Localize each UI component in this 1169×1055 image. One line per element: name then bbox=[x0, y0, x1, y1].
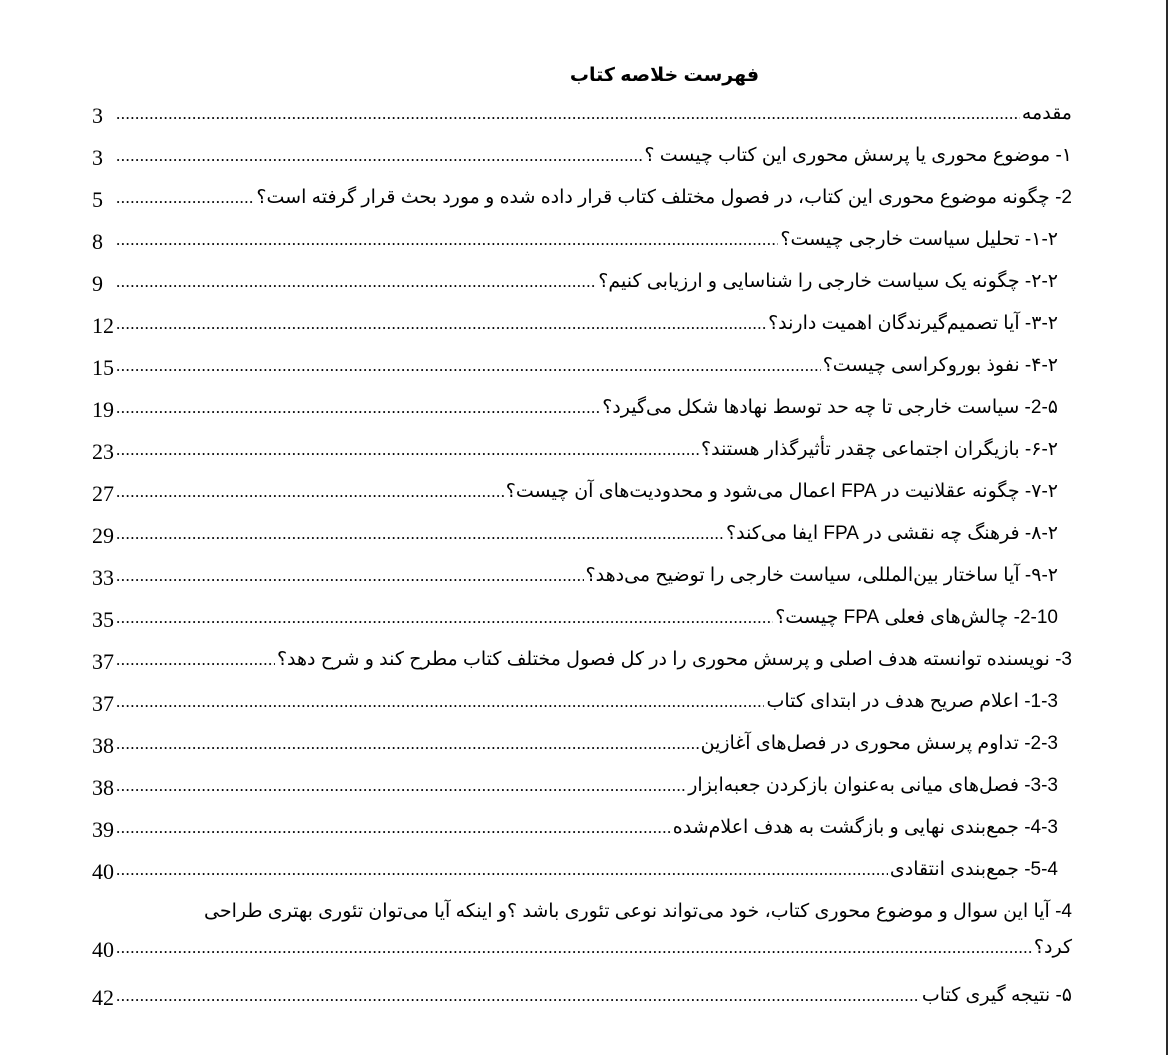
toc-page-number: 42 bbox=[92, 985, 114, 1010]
toc-entry-text: 1-3- اعلام صریح هدف در ابتدای کتاب bbox=[766, 691, 1058, 712]
toc-entry-text: ۱-۲- تحلیل سیاست خارجی چیست؟ bbox=[780, 229, 1058, 250]
toc-entry-4[interactable] bbox=[92, 888, 1072, 972]
toc-entry-3[interactable] bbox=[92, 636, 1072, 678]
toc-entry-text: ۲-۲- چگونه یک سیاست خارجی را شناسایی و ارزیابی کنیم؟ bbox=[598, 271, 1058, 292]
toc-page-number: 3 bbox=[92, 103, 103, 128]
toc-entry-text: ۵- نتیجه گیری کتاب bbox=[921, 985, 1072, 1006]
toc-page-number: 33 bbox=[92, 565, 114, 590]
toc-page-number: 37 bbox=[92, 649, 114, 674]
toc-entry-5[interactable] bbox=[92, 972, 1072, 1014]
dot-leader bbox=[116, 984, 920, 1014]
toc-page-number: 37 bbox=[92, 691, 114, 716]
toc-entry-text: 3- نویسنده توانسته هدف اصلی و پرسش محوری را در کل فصول مختلف کتاب مطرح کند و شرح دهد؟ bbox=[276, 649, 1072, 670]
toc-entry-text: ۶-۲- بازیگران اجتماعی چقدر تأثیرگذار هستند؟ bbox=[701, 439, 1058, 460]
dot-leader bbox=[116, 396, 600, 426]
toc-page-number: 12 bbox=[92, 313, 114, 338]
toc-title: فهرست خلاصه کتاب bbox=[569, 65, 760, 86]
toc-entry-text: ۱- موضوع محوری یا پرسش محوری این کتاب چیست ؟ bbox=[644, 145, 1072, 166]
toc-page-number: 27 bbox=[92, 481, 114, 506]
dot-leader bbox=[116, 690, 764, 720]
dot-leader bbox=[116, 732, 699, 762]
dot-leader bbox=[116, 186, 254, 216]
toc-page-number: 5 bbox=[92, 187, 103, 212]
toc-entry-2-9[interactable] bbox=[92, 552, 1072, 594]
toc-entry-text: 5-4- جمع‌بندی انتقادی bbox=[889, 859, 1058, 880]
toc-entry-text-line-1: 4- آیا این سوال و موضوع محوری کتاب، خود می‌تواند نوعی تئوری باشد ؟و اینکه آیا می‌توان تئوری بهتری طراحی bbox=[204, 901, 1072, 922]
toc-page-number: 23 bbox=[92, 439, 114, 464]
toc-page-number: 8 bbox=[92, 229, 103, 254]
dot-leader bbox=[116, 354, 821, 384]
dot-leader bbox=[116, 480, 504, 510]
toc-entry-2-7[interactable] bbox=[92, 468, 1072, 510]
toc-entry-text: 2-۵- سیاست خارجی تا چه حد توسط نهادها شکل می‌گیرد؟ bbox=[602, 397, 1058, 418]
toc-page-number: 3 bbox=[92, 145, 103, 170]
toc-entry-text: 4-3- جمع‌بندی نهایی و بازگشت به هدف اعلام‌شده bbox=[672, 817, 1058, 838]
dot-leader bbox=[116, 564, 584, 594]
toc-page-number: 40 bbox=[92, 937, 114, 962]
toc-entry-2-3[interactable] bbox=[92, 300, 1072, 342]
toc-page-number: 38 bbox=[92, 733, 114, 758]
toc-entry-text: ۷-۲- چگونه عقلانیت در FPA اعمال می‌شود و محدودیت‌های آن چیست؟ bbox=[505, 481, 1058, 502]
toc-entry-2-2[interactable] bbox=[92, 258, 1072, 300]
toc-entry-text: 3-3- فصل‌های میانی به‌عنوان بازکردن جعبه‌ابزار bbox=[688, 775, 1058, 796]
toc-page-number: 29 bbox=[92, 523, 114, 548]
toc-entry-text: ۹-۲- آیا ساختار بین‌المللی، سیاست خارجی را توضیح می‌دهد؟ bbox=[585, 565, 1058, 586]
toc-entry-3-4[interactable] bbox=[92, 804, 1072, 846]
dot-leader bbox=[116, 936, 1032, 966]
toc-entry-2-8[interactable] bbox=[92, 510, 1072, 552]
toc-entry-2-1[interactable] bbox=[92, 216, 1072, 258]
toc-entry-text: ۴-۲- نفوذ بوروکراسی چیست؟ bbox=[822, 355, 1058, 376]
dot-leader bbox=[116, 144, 642, 174]
toc-entry-text: ۳-۲- آیا تصمیم‌گیرندگان اهمیت دارند؟ bbox=[768, 313, 1058, 334]
toc-entry-2-10[interactable] bbox=[92, 594, 1072, 636]
toc-page-number: 15 bbox=[92, 355, 114, 380]
toc-entry-3-1[interactable] bbox=[92, 678, 1072, 720]
toc-entry-4-5[interactable] bbox=[92, 846, 1072, 888]
toc-entry-2-5[interactable] bbox=[92, 384, 1072, 426]
dot-leader bbox=[116, 774, 686, 804]
toc-entry-line-2 bbox=[92, 924, 1072, 966]
toc-page-number: 9 bbox=[92, 271, 103, 296]
table-of-contents bbox=[92, 90, 1072, 1014]
toc-page-number: 40 bbox=[92, 859, 114, 884]
dot-leader bbox=[116, 522, 724, 552]
toc-entry-text: 2- چگونه موضوع محوری این کتاب، در فصول مختلف کتاب قرار داده شده و مورد بحث قرار گرفته است؟ bbox=[256, 187, 1072, 208]
dot-leader bbox=[116, 228, 778, 258]
dot-leader bbox=[116, 270, 596, 300]
toc-entry-text: 2-3- تداوم پرسش محوری در فصل‌های آغازین bbox=[700, 733, 1058, 754]
toc-page-number: 38 bbox=[92, 775, 114, 800]
dot-leader bbox=[116, 312, 766, 342]
toc-entry-3-3[interactable] bbox=[92, 762, 1072, 804]
toc-entry-text: 2-10- چالش‌های فعلی FPA چیست؟ bbox=[775, 607, 1058, 628]
dot-leader bbox=[116, 438, 699, 468]
dot-leader bbox=[116, 648, 275, 678]
toc-entry-1[interactable] bbox=[92, 132, 1072, 174]
toc-entry-text: ۸-۲- فرهنگ چه نقشی در FPA ایفا می‌کند؟ bbox=[726, 523, 1058, 544]
toc-entry-3-2[interactable] bbox=[92, 720, 1072, 762]
toc-entry-2-4[interactable] bbox=[92, 342, 1072, 384]
toc-entry-text: مقدمه bbox=[1021, 103, 1072, 124]
toc-page-number: 39 bbox=[92, 817, 114, 842]
toc-entry-2[interactable] bbox=[92, 174, 1072, 216]
page-edge-divider bbox=[1166, 0, 1168, 1055]
toc-page-number: 19 bbox=[92, 397, 114, 422]
toc-entry-introduction[interactable] bbox=[92, 90, 1072, 132]
dot-leader bbox=[116, 606, 773, 636]
dot-leader bbox=[116, 102, 1020, 132]
toc-entry-2-6[interactable] bbox=[92, 426, 1072, 468]
dot-leader bbox=[116, 816, 671, 846]
toc-entry-text-line-2: کرد؟ bbox=[1033, 937, 1072, 958]
toc-page-number: 35 bbox=[92, 607, 114, 632]
dot-leader bbox=[116, 858, 888, 888]
